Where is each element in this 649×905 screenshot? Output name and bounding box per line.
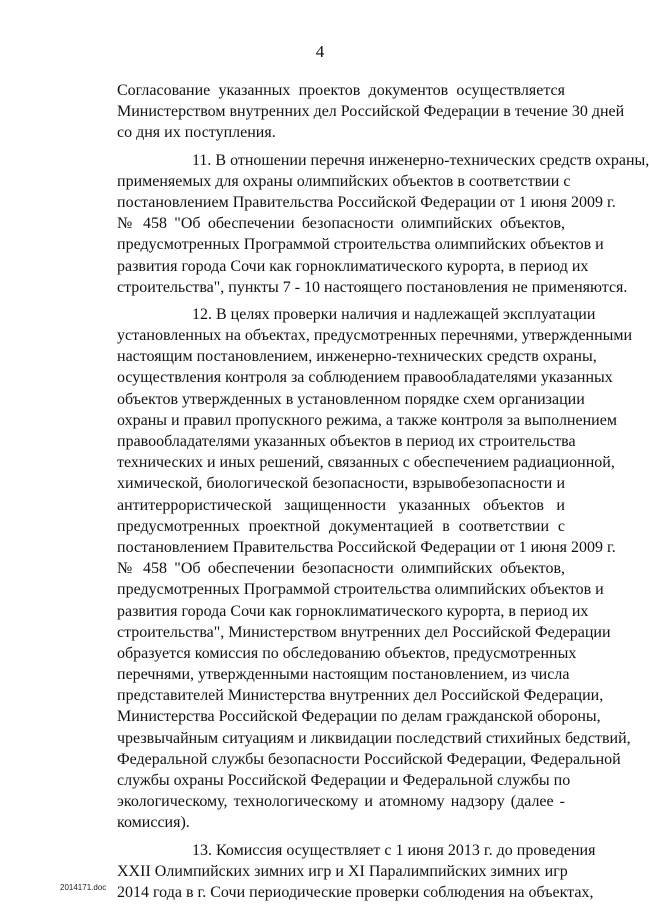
text-line: Согласование указанных проектов документов осуществляется: [117, 82, 565, 99]
text-line: развития города Сочи как горноклиматического курорта, в период их: [117, 602, 589, 620]
text-line: строительства", Министерством внутренних дел Российской Федерации: [117, 623, 611, 641]
text-line: постановлением Правительства Российской Федерации от 1 июня 2009 г.: [117, 193, 616, 211]
paragraph: [117, 304, 633, 834]
text-line: со дня их поступления.: [117, 124, 276, 142]
page-number: 4: [315, 42, 325, 61]
text-line: № 458 "Об обеспечении безопасности олимпийских объектов,: [117, 215, 565, 233]
text-line: строительства", пункты 7 - 10 настоящего постановления не применяются.: [117, 278, 628, 296]
document-body: [117, 80, 649, 903]
text-line: установленных на объектах, предусмотренных перечнями, утвержденными: [117, 327, 633, 345]
text-line: 12. В целях проверки наличия и надлежащей эксплуатации: [192, 305, 596, 323]
text-line: № 458 "Об обеспечении безопасности олимпийских объектов,: [117, 560, 565, 578]
text-line: постановлением Правительства Российской Федерации от 1 июня 2009 г.: [117, 538, 616, 556]
text-line: XXII Олимпийских зимних игр и XI Паралимпийских зимних игр: [117, 862, 568, 880]
text-line: комиссия).: [117, 814, 190, 832]
text-line: образуется комиссия по обследованию объектов, предусмотренных: [117, 644, 577, 662]
text-line: предусмотренных проектной документацией в соответствии с: [117, 517, 565, 535]
text-line: чрезвычайным ситуациям и ликвидации последствий стихийных бедствий,: [117, 729, 631, 747]
text-line: химической, биологической безопасности, взрывобезопасности и: [117, 475, 565, 493]
text-line: 13. Комиссия осуществляет с 1 июня 2013 г. до проведения: [192, 841, 596, 859]
text-line: представителей Министерства внутренних дел Российской Федерации,: [117, 687, 604, 705]
paragraph: [117, 150, 649, 298]
text-line: 11. В отношении перечня инженерно-технических средств охраны,: [192, 151, 649, 169]
text-line: антитеррористической защищенности указанных объектов и: [117, 496, 565, 514]
paragraph: [117, 840, 596, 904]
text-line: Министерства Российской Федерации по делам гражданской обороны,: [117, 708, 601, 726]
text-line: Министерством внутренних дел Российской Федерации в течение 30 дней: [117, 103, 625, 121]
text-line: 2014 года в г. Сочи периодические проверки соблюдения на объектах,: [117, 883, 594, 901]
text-line: объектов утвержденных в установленном порядке схем организации: [117, 390, 585, 408]
text-line: службы охраны Российской Федерации и Федеральной службы по: [117, 772, 571, 789]
text-line: Федеральной службы безопасности Российской Федерации, Федеральной: [117, 750, 621, 768]
text-line: технических и иных решений, связанных с обеспечением радиационной,: [117, 454, 615, 472]
text-line: применяемых для охраны олимпийских объектов в соответствии с: [117, 172, 571, 190]
text-line: правообладателями указанных объектов в период их строительства: [117, 433, 576, 450]
text-line: предусмотренных Программой строительства олимпийских объектов и: [117, 236, 604, 254]
text-line: охраны и правил пропускного режима, а также контроля за выполнением: [117, 411, 617, 429]
text-line: предусмотренных Программой строительства олимпийских объектов и: [117, 581, 604, 599]
footer-file-name: 2014171.doc: [60, 883, 107, 892]
text-line: развития города Сочи как горноклиматического курорта, в период их: [117, 257, 589, 275]
text-line: перечнями, утвержденными настоящим постановлением, из числа: [117, 666, 570, 684]
paragraph: [117, 80, 625, 144]
text-line: настоящим постановлением, инженерно-технических средств охраны,: [117, 348, 597, 366]
text-line: экологическому, технологическому и атомному надзору (далее -: [117, 793, 565, 811]
text-line: осуществления контроля за соблюдением правообладателями указанных: [117, 369, 613, 387]
